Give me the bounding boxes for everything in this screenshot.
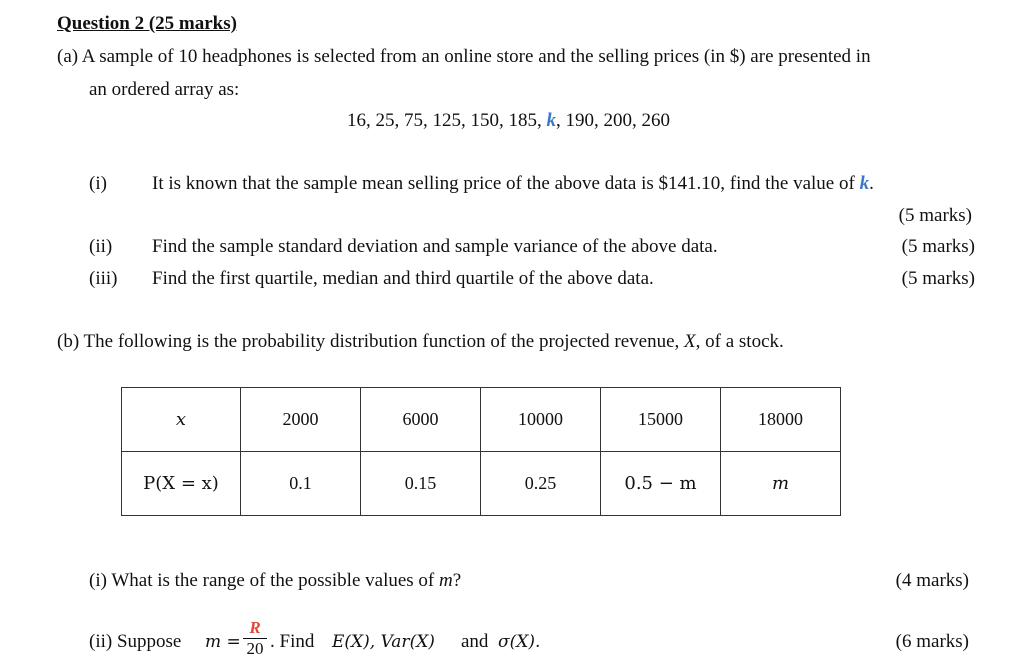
table-row-x <box>122 388 841 452</box>
part-b-intro-after: , of a stock. <box>695 331 784 352</box>
part-b-q1 <box>89 569 461 593</box>
table-cell: 2000 <box>241 388 361 452</box>
fraction-r-over-20 <box>243 619 267 658</box>
data-k: k <box>546 110 556 131</box>
table-cell: 0.1 <box>241 452 361 516</box>
table-cell: 0.15 <box>361 452 481 516</box>
table-cell: 15000 <box>601 388 721 452</box>
data-array <box>347 109 670 133</box>
fraction-numerator: R <box>249 618 261 637</box>
part-b-q2-m-eq: m = <box>205 632 241 652</box>
table-row-prob <box>122 452 841 516</box>
part-a-intro-line1: (a) A sample of 10 headphones is selected from an online store and the selling prices (in $) are presented in <box>57 46 871 67</box>
table-cell: m <box>721 452 841 516</box>
part-a-intro-line2: an ordered array as: <box>89 79 240 100</box>
item-i-body: It is known that the sample mean selling price of the above data is $141.10, find the value of <box>152 173 860 194</box>
part-b-q2-and: and <box>461 631 489 652</box>
table-cell: 6000 <box>361 388 481 452</box>
part-b-q2-expr2: σ(X). <box>498 632 541 652</box>
item-i-text <box>152 172 874 196</box>
item-i-number: (i) <box>89 173 107 194</box>
part-b-q1-var: m <box>439 570 453 591</box>
part-b-intro <box>57 330 784 354</box>
item-iii-marks: (5 marks) <box>901 268 975 289</box>
part-b-q1-after: ? <box>452 570 462 591</box>
data-after-k: , 190, 200, 260 <box>556 110 670 131</box>
part-b-q2-expr1: E(X), Var(X) <box>332 632 435 652</box>
part-b-q2-marks: (6 marks) <box>895 631 969 652</box>
item-iii-number: (iii) <box>89 268 118 289</box>
item-ii-marks: (5 marks) <box>901 236 975 257</box>
distribution-table <box>121 387 841 516</box>
part-b-q1-before: (i) What is the range of the possible values of <box>89 570 439 591</box>
part-b-intro-var: X <box>684 331 696 352</box>
item-i-k: k <box>859 173 870 194</box>
item-i-end: . <box>869 173 874 194</box>
part-b-q2-find: . Find <box>270 631 315 652</box>
table-cell: 0.25 <box>481 452 601 516</box>
item-ii-text: Find the sample standard deviation and sample variance of the above data. <box>152 236 718 257</box>
data-before-k: 16, 25, 75, 125, 150, 185, <box>347 110 547 131</box>
table-cell: 0.5 − m <box>601 452 721 516</box>
part-b-q1-marks: (4 marks) <box>895 570 969 591</box>
table-cell: 10000 <box>481 388 601 452</box>
table-header-x: x <box>122 388 241 452</box>
part-b-q2-label: (ii) Suppose <box>89 631 182 652</box>
item-iii-text: Find the first quartile, median and third quartile of the above data. <box>152 268 654 289</box>
part-b-intro-before: (b) The following is the probability distribution function of the projected revenue, <box>57 331 685 352</box>
item-ii-number: (ii) <box>89 236 113 257</box>
table-header-prob: P(X = x) <box>122 452 241 516</box>
question-title: Question 2 (25 marks) <box>57 13 237 34</box>
item-i-marks: (5 marks) <box>898 205 972 226</box>
fraction-denominator: 20 <box>246 639 264 658</box>
table-cell: 18000 <box>721 388 841 452</box>
